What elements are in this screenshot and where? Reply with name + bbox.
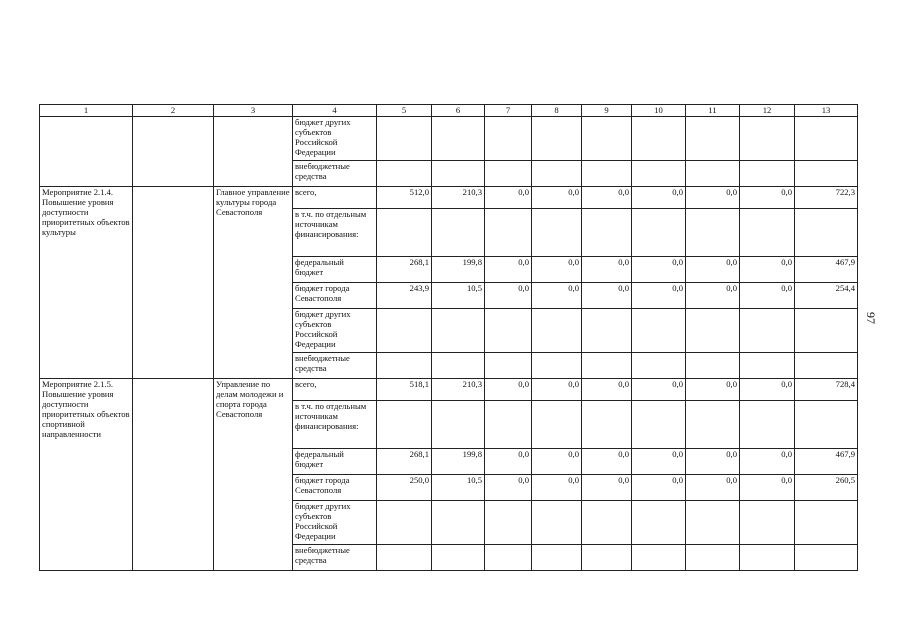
value-cell xyxy=(582,117,632,161)
value-cell: 199,8 xyxy=(432,449,485,475)
value-cell: 728,4 xyxy=(795,379,858,401)
value-cell xyxy=(582,161,632,187)
value-cell: 0,0 xyxy=(582,449,632,475)
value-cell xyxy=(532,161,582,187)
value-cell: 0,0 xyxy=(632,257,686,283)
value-cell xyxy=(686,545,740,571)
value-cell xyxy=(532,401,582,449)
value-cell: 0,0 xyxy=(582,187,632,209)
value-cell xyxy=(485,309,532,353)
source-label: в т.ч. по отдельным источникам финансирования: xyxy=(293,209,377,257)
value-cell xyxy=(740,117,795,161)
value-cell xyxy=(795,501,858,545)
value-cell xyxy=(686,117,740,161)
col2-cell xyxy=(133,187,214,379)
value-cell xyxy=(532,209,582,257)
value-cell xyxy=(377,117,432,161)
table-row xyxy=(40,187,858,209)
value-cell: 0,0 xyxy=(582,283,632,309)
col2-cell xyxy=(133,379,214,571)
value-cell: 0,0 xyxy=(632,187,686,209)
value-cell xyxy=(740,309,795,353)
value-cell: 199,8 xyxy=(432,257,485,283)
value-cell xyxy=(432,545,485,571)
value-cell xyxy=(740,401,795,449)
value-cell xyxy=(377,501,432,545)
value-cell: 467,9 xyxy=(795,449,858,475)
source-label: бюджет других субъектов Российской Федерации xyxy=(293,501,377,545)
value-cell xyxy=(485,209,532,257)
measure-name: Мероприятие 2.1.4. Повышение уровня доступности приоритетных объектов культуры xyxy=(40,187,133,379)
value-cell xyxy=(432,401,485,449)
source-label: бюджет города Севастополя xyxy=(293,475,377,501)
value-cell: 0,0 xyxy=(740,283,795,309)
value-cell xyxy=(632,353,686,379)
value-cell xyxy=(632,117,686,161)
value-cell xyxy=(485,401,532,449)
value-cell: 0,0 xyxy=(582,475,632,501)
value-cell xyxy=(485,117,532,161)
value-cell: 0,0 xyxy=(532,475,582,501)
value-cell: 0,0 xyxy=(686,449,740,475)
value-cell: 0,0 xyxy=(632,283,686,309)
value-cell: 0,0 xyxy=(532,187,582,209)
value-cell xyxy=(582,309,632,353)
col1-cell xyxy=(40,117,133,187)
value-cell xyxy=(795,309,858,353)
value-cell xyxy=(686,353,740,379)
value-cell: 260,5 xyxy=(795,475,858,501)
value-cell xyxy=(582,401,632,449)
value-cell: 0,0 xyxy=(485,257,532,283)
measure-name: Мероприятие 2.1.5. Повышение уровня доступности приоритетных объектов спортивной направленности xyxy=(40,379,133,571)
source-label: федеральный бюджет xyxy=(293,449,377,475)
table-row xyxy=(40,117,858,161)
value-cell xyxy=(582,209,632,257)
value-cell xyxy=(377,401,432,449)
value-cell: 0,0 xyxy=(532,283,582,309)
value-cell xyxy=(632,161,686,187)
value-cell xyxy=(632,545,686,571)
value-cell xyxy=(432,161,485,187)
value-cell: 10,5 xyxy=(432,475,485,501)
col-header: 3 xyxy=(214,105,293,117)
value-cell: 0,0 xyxy=(686,283,740,309)
source-label: бюджет города Севастополя xyxy=(293,283,377,309)
value-cell: 0,0 xyxy=(485,449,532,475)
col-header: 9 xyxy=(582,105,632,117)
value-cell: 0,0 xyxy=(686,475,740,501)
value-cell xyxy=(632,501,686,545)
value-cell: 0,0 xyxy=(740,379,795,401)
value-cell xyxy=(795,209,858,257)
value-cell: 512,0 xyxy=(377,187,432,209)
col-header: 10 xyxy=(632,105,686,117)
value-cell xyxy=(686,209,740,257)
value-cell xyxy=(632,401,686,449)
value-cell xyxy=(740,209,795,257)
value-cell xyxy=(532,117,582,161)
value-cell xyxy=(740,501,795,545)
value-cell xyxy=(377,545,432,571)
value-cell xyxy=(632,209,686,257)
value-cell: 268,1 xyxy=(377,449,432,475)
value-cell xyxy=(686,501,740,545)
value-cell: 0,0 xyxy=(632,379,686,401)
value-cell xyxy=(532,309,582,353)
value-cell xyxy=(686,161,740,187)
value-cell: 0,0 xyxy=(686,257,740,283)
value-cell: 0,0 xyxy=(686,379,740,401)
value-cell: 250,0 xyxy=(377,475,432,501)
value-cell xyxy=(432,353,485,379)
value-cell xyxy=(485,353,532,379)
value-cell: 10,5 xyxy=(432,283,485,309)
source-label: бюджет других субъектов Российской Федерации xyxy=(293,309,377,353)
source-label: в т.ч. по отдельным источникам финансирования: xyxy=(293,401,377,449)
value-cell xyxy=(377,309,432,353)
value-cell xyxy=(377,161,432,187)
value-cell: 467,9 xyxy=(795,257,858,283)
value-cell: 0,0 xyxy=(582,257,632,283)
value-cell: 268,1 xyxy=(377,257,432,283)
source-label: внебюджетные средства xyxy=(293,545,377,571)
value-cell xyxy=(686,401,740,449)
value-cell xyxy=(485,501,532,545)
executor-name: Управление по делам молодежи и спорта города Севастополя xyxy=(214,379,293,571)
col-header: 12 xyxy=(740,105,795,117)
header-row xyxy=(40,105,858,117)
executor-name: Главное управление культуры города Севастополя xyxy=(214,187,293,379)
value-cell xyxy=(377,353,432,379)
value-cell xyxy=(740,545,795,571)
col-header: 7 xyxy=(485,105,532,117)
table-row xyxy=(40,379,858,401)
value-cell xyxy=(795,117,858,161)
value-cell: 0,0 xyxy=(740,257,795,283)
value-cell xyxy=(795,545,858,571)
value-cell xyxy=(582,545,632,571)
value-cell: 0,0 xyxy=(485,475,532,501)
value-cell: 0,0 xyxy=(485,187,532,209)
value-cell xyxy=(795,353,858,379)
value-cell: 210,3 xyxy=(432,379,485,401)
value-cell: 0,0 xyxy=(740,475,795,501)
value-cell xyxy=(432,309,485,353)
value-cell xyxy=(485,545,532,571)
col-header: 13 xyxy=(795,105,858,117)
value-cell xyxy=(795,161,858,187)
source-label: внебюджетные средства xyxy=(293,353,377,379)
col2-cell xyxy=(133,117,214,187)
source-label: всего, xyxy=(293,187,377,209)
source-label: внебюджетные средства xyxy=(293,161,377,187)
executor-cell xyxy=(214,117,293,187)
value-cell: 0,0 xyxy=(632,475,686,501)
value-cell: 722,3 xyxy=(795,187,858,209)
value-cell xyxy=(582,353,632,379)
value-cell: 0,0 xyxy=(740,187,795,209)
page-number: 97 xyxy=(864,312,878,324)
value-cell: 0,0 xyxy=(532,449,582,475)
value-cell: 0,0 xyxy=(686,187,740,209)
value-cell: 0,0 xyxy=(532,379,582,401)
value-cell: 0,0 xyxy=(740,449,795,475)
value-cell xyxy=(432,501,485,545)
value-cell xyxy=(795,401,858,449)
value-cell: 0,0 xyxy=(485,283,532,309)
col-header: 5 xyxy=(377,105,432,117)
value-cell: 243,9 xyxy=(377,283,432,309)
col-header: 1 xyxy=(40,105,133,117)
col-header: 11 xyxy=(686,105,740,117)
value-cell: 0,0 xyxy=(632,449,686,475)
col-header: 6 xyxy=(432,105,485,117)
value-cell xyxy=(432,209,485,257)
value-cell xyxy=(632,309,686,353)
value-cell xyxy=(582,501,632,545)
financing-table xyxy=(39,104,858,571)
value-cell: 210,3 xyxy=(432,187,485,209)
value-cell xyxy=(686,309,740,353)
value-cell xyxy=(532,501,582,545)
value-cell: 518,1 xyxy=(377,379,432,401)
value-cell xyxy=(432,117,485,161)
value-cell: 0,0 xyxy=(582,379,632,401)
value-cell xyxy=(377,209,432,257)
value-cell xyxy=(532,353,582,379)
col-header: 8 xyxy=(532,105,582,117)
col-header: 4 xyxy=(293,105,377,117)
value-cell xyxy=(740,161,795,187)
value-cell: 0,0 xyxy=(532,257,582,283)
source-label: всего, xyxy=(293,379,377,401)
value-cell: 254,4 xyxy=(795,283,858,309)
value-cell xyxy=(485,161,532,187)
value-cell xyxy=(740,353,795,379)
value-cell xyxy=(532,545,582,571)
value-cell: 0,0 xyxy=(485,379,532,401)
source-label: федеральный бюджет xyxy=(293,257,377,283)
col-header: 2 xyxy=(133,105,214,117)
source-label: бюджет других субъектов Российской Федерации xyxy=(293,117,377,161)
